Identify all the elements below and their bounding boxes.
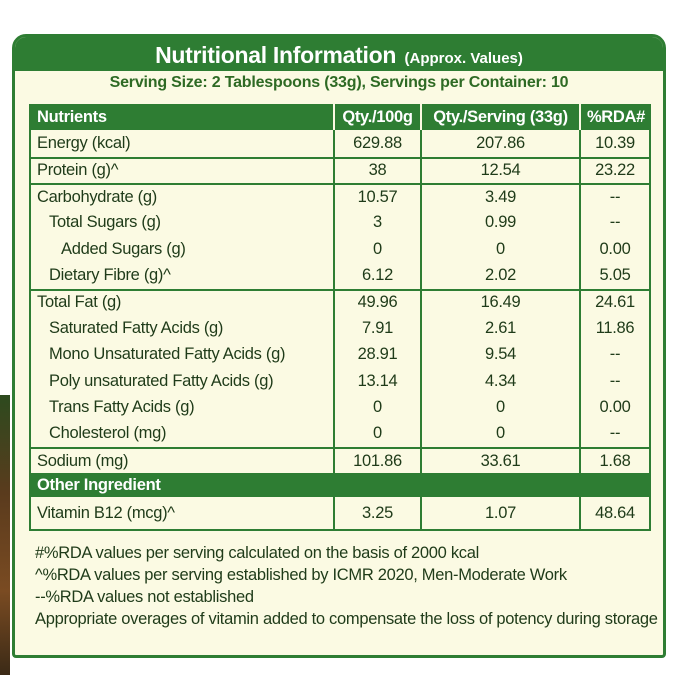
nutrient-name: Total Fat (g)	[29, 291, 333, 315]
qty-per-100g: 6.12	[333, 262, 420, 288]
left-edge-strip	[0, 395, 10, 675]
qty-per-100g: 101.86	[333, 449, 420, 473]
rda-value: 0.00	[579, 236, 651, 262]
rda-value: 24.61	[579, 291, 651, 315]
rda-value: --	[579, 185, 651, 209]
table-row	[29, 421, 651, 447]
header-rda: %RDA#	[579, 104, 651, 130]
table-row	[29, 342, 651, 368]
qty-per-100g: 10.57	[333, 185, 420, 209]
table-row	[29, 130, 651, 156]
rda-value: --	[579, 342, 651, 368]
nutrient-name: Vitamin B12 (mcg)^	[29, 497, 333, 529]
table-header	[29, 104, 651, 130]
qty-per-serving: 12.54	[420, 159, 579, 183]
rda-value: 10.39	[579, 130, 651, 156]
table-row	[29, 289, 651, 315]
qty-per-serving: 2.61	[420, 315, 579, 341]
nutrient-name: Dietary Fibre (g)^	[29, 262, 333, 288]
footnotes	[35, 542, 665, 630]
header-nutrients: Nutrients	[37, 107, 107, 126]
rda-value: 11.86	[579, 315, 651, 341]
rda-value: 23.22	[579, 159, 651, 183]
nutrition-table	[29, 104, 651, 531]
qty-per-serving: 16.49	[420, 291, 579, 315]
qty-per-serving: 33.61	[420, 449, 579, 473]
table-row	[29, 315, 651, 341]
qty-per-100g: 38	[333, 159, 420, 183]
nutrient-name: Saturated Fatty Acids (g)	[29, 315, 333, 341]
table-row	[29, 236, 651, 262]
qty-per-100g: 7.91	[333, 315, 420, 341]
qty-per-serving: 3.49	[420, 185, 579, 209]
footnote: --%RDA values not established	[35, 588, 254, 606]
qty-per-serving: 1.07	[420, 497, 579, 529]
nutrient-name: Carbohydrate (g)	[29, 185, 333, 209]
table-row	[29, 447, 651, 473]
nutrient-name: Energy (kcal)	[29, 130, 333, 156]
footnote: Appropriate overages of vitamin added to compensate the loss of potency during storage	[35, 610, 658, 628]
nutrient-name: Poly unsaturated Fatty Acids (g)	[29, 368, 333, 394]
table-row	[29, 210, 651, 236]
rda-value: --	[579, 421, 651, 447]
serving-info: Serving Size: 2 Tablespoons (33g), Servings per Container: 10	[109, 74, 569, 91]
table-row	[29, 262, 651, 288]
footnote: ^%RDA values per serving established by ICMR 2020, Men-Moderate Work	[35, 566, 567, 584]
nutrient-name: Mono Unsaturated Fatty Acids (g)	[29, 342, 333, 368]
header-per-100g: Qty./100g	[333, 104, 420, 130]
qty-per-100g: 0	[333, 421, 420, 447]
nutrient-name: Protein (g)^	[29, 159, 333, 183]
qty-per-100g: 3	[333, 210, 420, 236]
rda-value: --	[579, 210, 651, 236]
rda-value: --	[579, 368, 651, 394]
header-per-serving: Qty./Serving (33g)	[420, 104, 579, 130]
qty-per-100g: 28.91	[333, 342, 420, 368]
qty-per-serving: 9.54	[420, 342, 579, 368]
nutrient-name: Sodium (mg)	[29, 449, 333, 473]
qty-per-serving: 207.86	[420, 130, 579, 156]
qty-per-serving: 0.99	[420, 210, 579, 236]
nutrient-name: Trans Fatty Acids (g)	[29, 394, 333, 420]
qty-per-100g: 0	[333, 236, 420, 262]
rda-value: 5.05	[579, 262, 651, 288]
qty-per-100g: 13.14	[333, 368, 420, 394]
qty-per-100g: 629.88	[333, 130, 420, 156]
rda-value: 1.68	[579, 449, 651, 473]
rda-value: 48.64	[579, 497, 651, 529]
qty-per-100g: 3.25	[333, 497, 420, 529]
qty-per-100g: 0	[333, 394, 420, 420]
table-row	[29, 497, 651, 531]
qty-per-serving: 0	[420, 421, 579, 447]
nutrient-name: Cholesterol (mg)	[29, 421, 333, 447]
qty-per-serving: 0	[420, 394, 579, 420]
other-ingredient-label: Other Ingredient	[29, 473, 651, 497]
qty-per-serving: 2.02	[420, 262, 579, 288]
nutrition-panel	[12, 34, 666, 658]
table-row	[29, 157, 651, 183]
table-body	[29, 130, 651, 531]
other-ingredient-header	[29, 473, 651, 497]
qty-per-serving: 0	[420, 236, 579, 262]
title-subtitle: (Approx. Values)	[404, 50, 523, 67]
table-row	[29, 394, 651, 420]
nutrient-name: Total Sugars (g)	[29, 210, 333, 236]
table-row	[29, 368, 651, 394]
footnote: #%RDA values per serving calculated on the basis of 2000 kcal	[35, 544, 479, 562]
qty-per-serving: 4.34	[420, 368, 579, 394]
rda-value: 0.00	[579, 394, 651, 420]
table-row	[29, 183, 651, 209]
nutrient-name: Added Sugars (g)	[29, 236, 333, 262]
qty-per-100g: 49.96	[333, 291, 420, 315]
title-bar	[15, 37, 663, 71]
page-title: Nutritional Information	[155, 42, 397, 68]
